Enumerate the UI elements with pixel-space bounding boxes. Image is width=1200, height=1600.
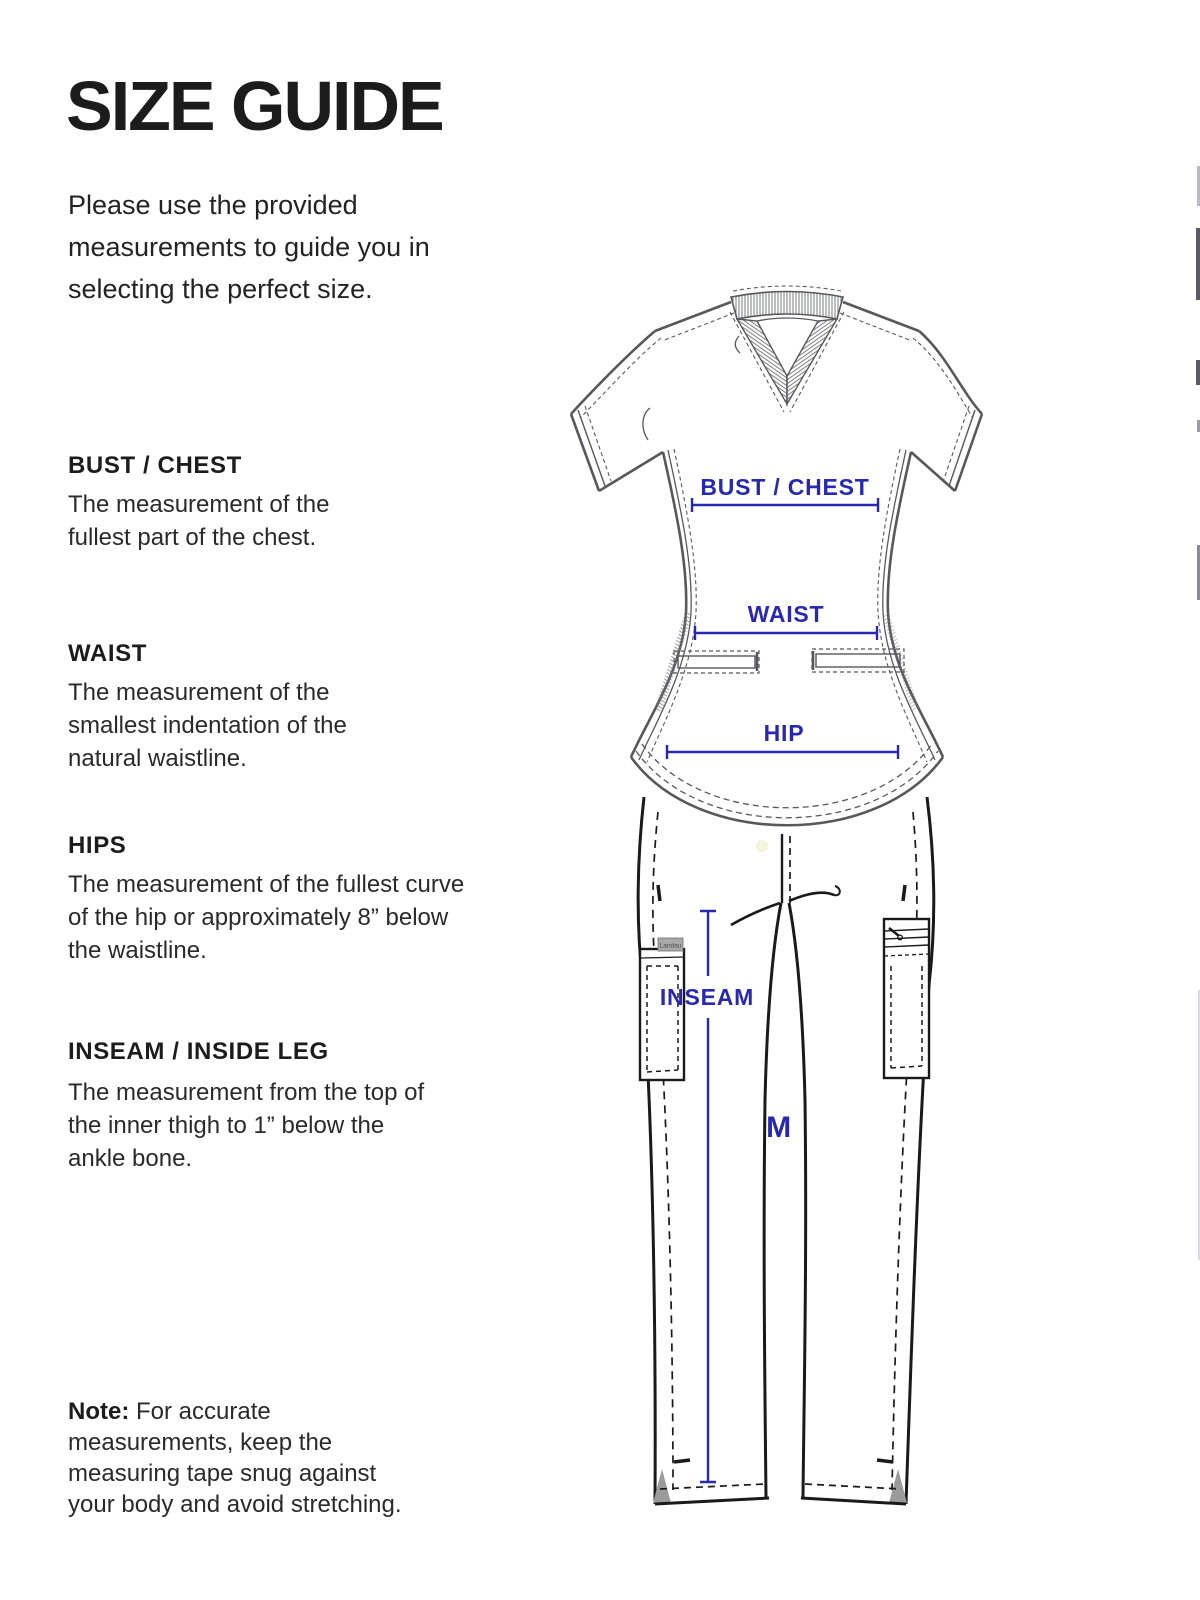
section-body-hips: The measurement of the fullest curve of the hip or approximately 8” below the waistline. [68, 871, 465, 964]
top-hem [631, 744, 943, 825]
page-title: SIZE GUIDE [66, 67, 443, 145]
print-smudge [756, 840, 768, 852]
measurement-annotations [660, 474, 898, 1482]
note-text [68, 1396, 428, 1520]
right-sleeve [911, 331, 982, 491]
collar-back-band [731, 292, 843, 320]
thread-detail [643, 408, 650, 440]
pant-hems [653, 1460, 907, 1504]
hip-measure-label: HIP [763, 720, 805, 746]
brand-tag-text: Landau [659, 942, 682, 950]
note-label: Note: [68, 1398, 130, 1425]
bust-measure-label: BUST / CHEST [700, 474, 870, 500]
section-heading-bust: BUST / CHEST [68, 452, 242, 479]
collar-v-band-right [787, 319, 837, 404]
drawstring [731, 886, 840, 925]
section-heading-inseam: INSEAM / INSIDE LEG [68, 1038, 329, 1065]
collar-inner-neckline [757, 318, 818, 321]
scrub-pants-illustration [638, 797, 933, 1504]
collar-v-band-left [737, 319, 787, 404]
scrubs-technical-diagram [540, 270, 1050, 1530]
size-marker-label: M [766, 1111, 792, 1144]
inseam-measure-label: INSEAM [659, 984, 755, 1010]
section-heading-waist: WAIST [68, 640, 147, 667]
page-edge-artifact [1196, 360, 1200, 385]
section-body-bust: The measurement of the fullest part of the chest. [68, 491, 330, 551]
intro-text: Please use the provided measurements to guide you in selecting the perfect size. [68, 190, 430, 304]
cargo-pocket-right [884, 919, 929, 1078]
waist-measure-label: WAIST [747, 601, 825, 627]
section-body-waist: The measurement of the smallest indentation of the natural waistline. [68, 679, 347, 772]
welt-pocket-left [674, 651, 759, 673]
note-body: For accurate measurements, keep the measuring tape snug against your body and avoid stretching. [68, 1398, 402, 1518]
collar-notch [735, 336, 740, 353]
left-sleeve [571, 331, 663, 491]
page-edge-artifact [1196, 228, 1200, 300]
section-heading-hips: HIPS [68, 832, 127, 859]
section-body-inseam: The measurement from the top of the inner thigh to 1” below the ankle bone. [68, 1079, 425, 1172]
